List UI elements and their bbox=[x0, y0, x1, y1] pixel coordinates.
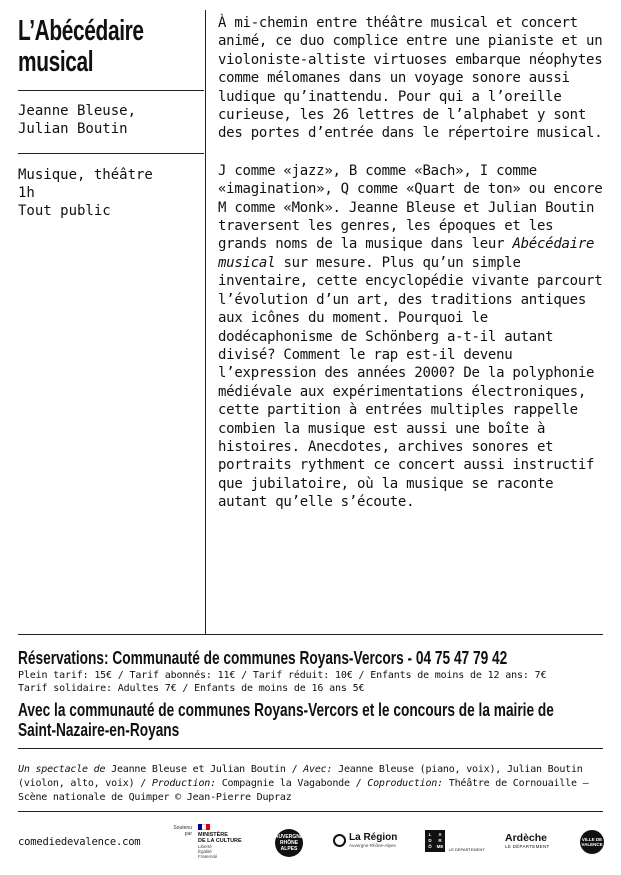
show-info bbox=[18, 166, 153, 220]
title-line-1: L’Abécédaire bbox=[18, 15, 144, 47]
divider bbox=[18, 748, 603, 749]
website-link[interactable]: comediedevalence.com bbox=[18, 836, 141, 848]
description bbox=[218, 14, 610, 531]
partner-line: Avec la communauté de communes Royans-Vercors et le concours de la mairie de bbox=[18, 699, 554, 720]
drome-departement-logo: L A D R Ô ME LE DÉPARTEMENT bbox=[425, 830, 485, 852]
supported-by-label: Soutenu par bbox=[173, 825, 192, 837]
show-title-italic: Abécédaire musical bbox=[218, 236, 595, 271]
genre: Musique, théâtre bbox=[18, 167, 153, 183]
prices bbox=[18, 669, 608, 695]
divider bbox=[18, 90, 204, 91]
divider bbox=[18, 153, 204, 154]
page-title bbox=[18, 16, 208, 78]
divider bbox=[18, 811, 603, 812]
reservations-line: Réservations: Communauté de communes Royans-Vercors - 04 75 47 79 42 bbox=[18, 647, 508, 668]
authors bbox=[18, 102, 136, 138]
column-divider bbox=[205, 10, 206, 634]
price-line: Tarif solidaire: Adultes 7€ / Enfants de moins de 16 ans 5€ bbox=[18, 683, 365, 694]
la-region-logo: La Région Auvergne-Rhône-Alpes bbox=[333, 832, 397, 848]
paragraph: J comme «jazz», B comme «Bach», I comme «imagination», Q comme «Quart de ton» ou encore M comme «Monk». Jeanne Bleuse et Julian Boutin traversent les genres, les époques et les grands noms de la musique dans leur Abécédaire musical sur mesure. Plus qu’un simple inventaire, cette encyclopédie vivante parcourt l’évolution d’un art, des traditions antiques aux icônes du moment. Pourquoi le dodécaphonisme de Schönberg a-t-il autant divisé? Comment le rap est-il devenu l’expression des années 2000? De la polyphonie médiévale aux expérimentations électroniques, cette partition à entrées multiples rappelle combien la musique est aussi une boîte à histoires. Anecdotes, archives sonores et portraits rythment ce concert aussi instructif que jubilatoire, où la musique se raconte autant qu’elle s’écoute. bbox=[218, 162, 603, 511]
duration: 1h bbox=[18, 185, 35, 201]
author-line: Julian Boutin bbox=[18, 121, 128, 137]
price-line: Plein tarif: 15€ / Tarif abonnés: 11€ / Tarif réduit: 10€ / Enfants de moins de 12 ans: 7€ bbox=[18, 670, 547, 681]
partners-statement bbox=[18, 700, 618, 740]
credits: Un spectacle de Jeanne Bleuse et Julian Boutin / Avec: Jeanne Bleuse (piano, voix), Julian Boutin (violon, alto, voix) / Production: Compagnie la Vagabonde / Coproduction: Théâtre de Cornouaille – Scène nationale de Quimper © Jean-Pierre Dupraz bbox=[18, 764, 589, 803]
author-line: Jeanne Bleuse, bbox=[18, 103, 137, 119]
ville-de-valence-logo: VILLE DE VALENCE bbox=[580, 830, 604, 854]
title-line-2: musical bbox=[18, 46, 94, 78]
ardeche-departement-logo: Ardèche LE DÉPARTEMENT bbox=[505, 832, 550, 849]
french-flag-icon bbox=[198, 824, 210, 830]
partner-line: Saint-Nazaire-en-Royans bbox=[18, 719, 180, 740]
auvergne-rhone-alpes-badge-logo: AUVERGNE RHÔNE ALPES bbox=[275, 829, 303, 857]
region-ring-icon bbox=[333, 834, 346, 847]
ministere-culture-logo: MINISTÈRE DE LA CULTURE Liberté Égalité Fraternité bbox=[198, 824, 258, 859]
paragraph: À mi-chemin entre théâtre musical et concert animé, ce duo complice entre une pianiste et un violoniste-altiste virtuoses embarque néophytes comme mélomanes dans un voyage sonore aussi ludique qu’inattendu. Pour qui a l’oreille curieuse, les 26 lettres de l’alphabet y sont des portes d’entrée dans le répertoire musical. bbox=[218, 15, 603, 142]
audience: Tout public bbox=[18, 203, 111, 219]
reservations bbox=[18, 647, 621, 669]
divider bbox=[18, 634, 603, 635]
